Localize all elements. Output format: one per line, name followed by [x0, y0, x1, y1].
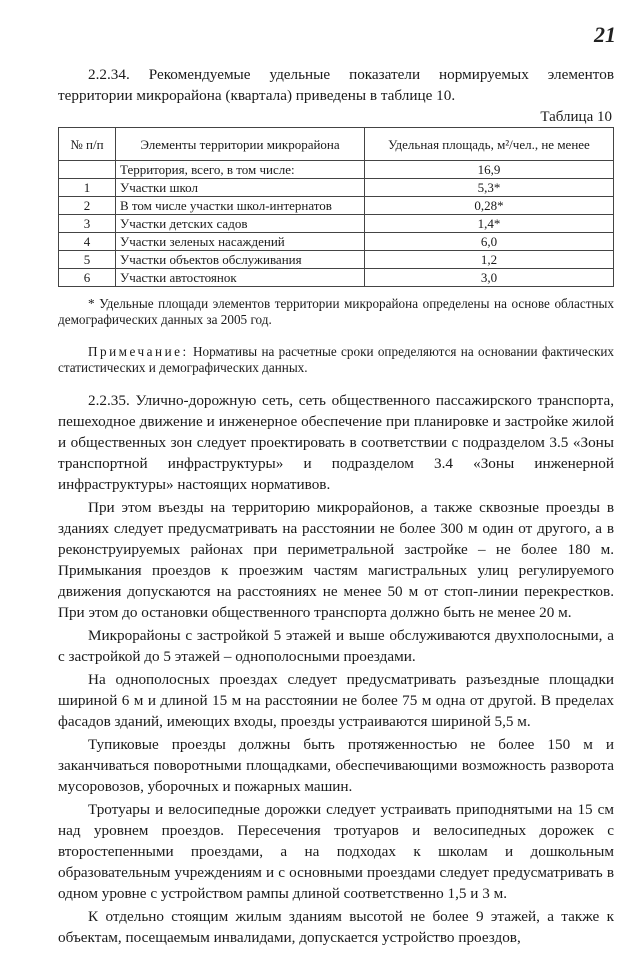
page-number: 21: [594, 22, 616, 47]
row-number: 6: [59, 269, 116, 287]
row-element: Участки детских садов: [116, 215, 365, 233]
paragraph-entrances: При этом въезды на территорию микрорайонов, а также сквозные проезды в зданиях следует предусматривать на расстоянии не более 300 м один от другого, а в реконструируемых районах при периметральной застройке – не более 180 м. Примыкания проездов к проезжим частям магистральных улиц регулируемого движения допускаются на расстояниях не менее 50 м от стоп-линии перекрестков. При этом до остановки общественного транспорта должно быть не менее 20 м.: [58, 499, 614, 621]
header-number: № п/п: [59, 128, 116, 161]
row-number: [59, 161, 116, 179]
table-row: [59, 269, 614, 287]
table-row: [59, 251, 614, 269]
row-area: 1,2: [365, 251, 614, 269]
row-area: 1,4*: [365, 215, 614, 233]
paragraph-2-2-34: 2.2.34. Рекомендуемые удельные показатели нормируемых элементов территории микрорайона (квартала) приведены в таблице 10.: [58, 66, 614, 104]
row-number: 2: [59, 197, 116, 215]
row-element: Участки автостоянок: [116, 269, 365, 287]
row-number: 3: [59, 215, 116, 233]
row-element: Участки школ: [116, 179, 365, 197]
header-area: Удельная площадь, м²/чел., не менее: [365, 128, 614, 161]
norms-table: [58, 127, 614, 287]
note: [58, 344, 614, 376]
table-row: [59, 179, 614, 197]
row-area: 0,28*: [365, 197, 614, 215]
row-area: 16,9: [365, 161, 614, 179]
paragraph-single-lane: На однополосных проездах следует предусматривать разъездные площадки шириной 6 м и длиной 15 м на расстоянии не более 75 м одна от другой. В пределах фасадов зданий, имеющих входы, проезды устраиваются шириной 5,5 м.: [58, 671, 614, 730]
paragraph-microdistricts: Микрорайоны с застройкой 5 этажей и выше обслуживаются двухполосными, а с застройкой до 5 этажей – однополосными проездами.: [58, 627, 614, 665]
paragraph-dead-ends: Тупиковые проезды должны быть протяженностью не более 150 м и заканчиваться поворотными площадками, обеспечивающими возможность разворота мусоровозов, уборочных и пожарных машин.: [58, 736, 614, 795]
row-number: 5: [59, 251, 116, 269]
row-number: 1: [59, 179, 116, 197]
header-elements: Элементы территории микрорайона: [116, 128, 365, 161]
row-area: 6,0: [365, 233, 614, 251]
row-element: В том числе участки школ-интернатов: [116, 197, 365, 215]
paragraph-separate-buildings: К отдельно стоящим жилым зданиям высотой не более 9 этажей, а также к объектам, посещаемым инвалидами, допускается устройство проездов,: [58, 908, 614, 946]
row-area: 5,3*: [365, 179, 614, 197]
table-row: [59, 233, 614, 251]
note-label: Примечание:: [88, 344, 189, 359]
table-row: [59, 215, 614, 233]
paragraph-sidewalks: Тротуары и велосипедные дорожки следует устраивать приподнятыми на 15 см над уровнем проездов. Пересечения тротуаров и велосипедных дорожек с второстепенными проездами, а на подходах к школам и дошкольным образовательным учреждениям и с основными проездами следует предусматривать в одном уровне с устройством рампы длиной соответственно 1,5 и 3 м.: [58, 801, 614, 902]
table-caption: Таблица 10: [540, 109, 612, 125]
note-text: Нормативы на расчетные сроки определяются на основании фактических статистических и демографических данных.: [58, 344, 614, 375]
row-element: Участки объектов обслуживания: [116, 251, 365, 269]
table-row: [59, 197, 614, 215]
table-header-row: [59, 128, 614, 161]
paragraph-2-2-35: 2.2.35. Улично-дорожную сеть, сеть общественного пассажирского транспорта, пешеходное движение и инженерное обеспечение при планировке и застройке жилой и общественных зон следует проектировать в соответствии с подразделом 3.5 «Зоны транспортной инфраструктуры» и подразделом 3.4 «Зоны инженерной инфраструктуры» настоящих нормативов.: [58, 392, 614, 493]
row-element: Участки зеленых насаждений: [116, 233, 365, 251]
table-row: [59, 161, 614, 179]
row-area: 3,0: [365, 269, 614, 287]
footnote: * Удельные площади элементов территории микрорайона определены на основе областных демографических данных за 2005 год.: [58, 296, 614, 327]
row-number: 4: [59, 233, 116, 251]
row-element: Территория, всего, в том числе:: [116, 161, 365, 179]
